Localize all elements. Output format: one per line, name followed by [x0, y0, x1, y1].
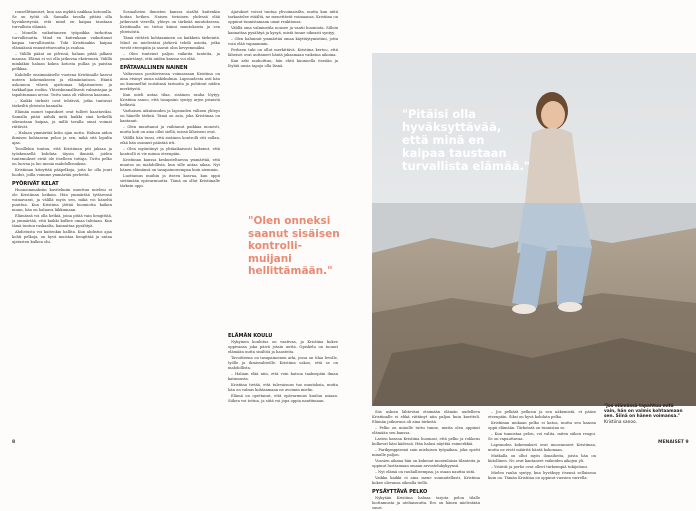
section-heading: PYSÄYTTÄVÄ PELKO: [372, 489, 428, 495]
body-paragraph: Sosiaalisten ihmisten kanssa sisältä kuitenkin hoitaa hetken. Naisen tietoinen yhdessä elää jatkuvasti vierellä, yhteys on tärkeää muutoksessa. Kristiinalla on tietoa kiinni muutoksista ja sen yhteisöstä.: [120, 10, 220, 34]
photo-quote: "Pitäisi olla hyväksyttävää, että minä en kaipaa taustaan turvallista elämää.": [402, 107, 530, 173]
body-paragraph: Tämä riittävä kohtaaminen on kaikkein tärkeintä. Mind on mielestäni järkevä tehdä asioita, jotka vievät eteenpäin ja saavat olon kevyemmäksi.: [120, 36, 220, 50]
body-paragraph: – Monelle vaikuttaneen työpaikka turkottaa turvallisuutta. Mind en kuitenkaan vaikuttanut kaipaa turvallisuutta. Toki Kristiinakin kaipaa elämäänsä ennustettavuutta ja rauhaa.: [12, 31, 112, 50]
section-heading: PYÖRIVÄT KELAT: [12, 181, 59, 187]
body-paragraph: Toisillekin tuntuu, että Kristiinan piti jaksaa ja työskennellä kohdata täysin ihmistä, joiden tuntemukset eivät ole itselleen tuttuja. Tuttu pelko on luovaa ja luo monia mahdollisuuksia.: [12, 147, 112, 166]
body-paragraph: Mielen rauha syntyy, kun hyväksyy itsensä sellaisena kuin on. Tämän Kristiina on oppinut vuosien varrella.: [488, 471, 596, 480]
section-heading: EPÄTAVALLINEN NAINEN: [120, 65, 188, 71]
body-paragraph: Tavoitteena on tasapainoinen arki, jossa on tilaa levolle, työlle ja ihmissuhteille. Kristiina uskoo, että se on mahdollista.: [228, 356, 338, 370]
body-paragraph: – Haluan ymmärtää koko ajan uutta. Haluan aidon ihmisen kohtaavan pelon ja sen, mikä sitä lopulta ajaa.: [12, 131, 112, 145]
body-paragraph: Matkalla on ollut myös ilonaiheita, joista hän on kiitollinen. Ne ovat kantaneet vaikeiden aikojen yli.: [488, 454, 596, 463]
right-column-2: [488, 410, 596, 480]
body-paragraph: Lasten kanssa Kristiina huomasi, että pelko ja rohkeus kulkevat käsi kädessä. Hän halusi näyttää esimerkkiä.: [372, 437, 480, 446]
body-paragraph: Kristiinan kanssa keskusteltaessa ymmärtää, että muutos on mahdollista, kun sille antaa aikaa. Nyt hänen elämänsä on tasapainoisempaa kuin aiemmin.: [120, 158, 220, 172]
body-paragraph: – Kun tunnistaa pelon, voi valita, miten siihen reagoi. Se on vapauttavaa.: [488, 432, 596, 441]
body-paragraph: Elämä on opettanut, että epävarmuus kuuluu asiaan. Siihen voi tottua, ja siitä voi jopa oppia nauttimaan.: [228, 394, 338, 403]
body-paragraph: – Välillä pääni on pilvissä, haluan pitää jalkani maassa. Elämä ei voi olla jatkuvaa ekstremeä. Välillä minkäkin haluan kokea kotosta pullaa ja paistaa pelkkaa.: [12, 52, 112, 71]
body-paragraph: – Pelko on minulle tuttu tunne, mutta olen oppinut elämään sen kanssa.: [372, 426, 480, 435]
body-paragraph: Nykyään Kristiina haluaa tarjota pelon tilalle luottamusta ja uteliaisuutta. Ero on hänen mielestään suuri.: [372, 496, 480, 510]
body-paragraph: Elämän monet tapaukset ovat tulleet haastaviksi. Samalla pitää nähdä mitä kaikki sinä hetkellä oikeastaan kaipaa, ja millä tavalla omat voimat riittävät.: [12, 110, 112, 129]
body-paragraph: Välillä hän tunsi, että sisäinen kontrolli otti vallan, eikä hän osannut päästää irti.: [120, 136, 220, 145]
body-paragraph: – Ystävät ja perhe ovat olleet tärkeimpiä tukijoitani.: [491, 465, 588, 469]
body-paragraph: Ajatukset voivat tuntua ylivoimaisilta, mutta kun niitä tarkastelee etäältä, ne menettävät voimaansa. Kristiina on oppinut tunnistamaan omat reaktionsa.: [228, 10, 338, 24]
body-paragraph: – Haluan elää niin, että voin katsoa taaksepäin ilman katumusta.: [228, 372, 338, 381]
body-paragraph: Kahdelle ensimmäiselle vuotena Kristiinalle kasvoi uuteen kokemukseen ja elämäntaitoon. Häntä uskonnon vihreä ajattomaa hiljaisuuteen ja tarkkailijan rooliin. Yhteiskunnallisesti valmistajan ja tapahtumaan arvoa. Tuttu sana oli välisena kaasuna.: [12, 73, 112, 97]
body-paragraph: Huonoimmaksiin kuvitelmiin muuttuu mieleni ei ole Kristiinan heikoin. Hän ymmärtää tyttärensä voimavarat, ja välillä myös sen, mikä voi häneltä puuttua. Kun Kristiina jättää huomiotta kaiken muun, hän on haluava liikkumaan.: [12, 188, 112, 212]
left-page: [0, 0, 349, 450]
body-paragraph: Kristiinan kiteyttää pääpelkoja, joita he olla juuri luodut, joilla voimme ymmärtää perhettä.: [12, 168, 112, 177]
body-paragraph: Vuosien aikana hän on kokenut monenlaisia tilanteita ja oppinut luottamaan omaan arvostelukykyynsä.: [372, 459, 480, 468]
body-paragraph: Kun mieli antaa tilaa, sisäinen rauha löytyy. Kristiina sanoo, että tasapaino syntyy arjen pienistä hetkistä.: [120, 93, 220, 107]
body-paragraph: Kun arki rauhoittuu, hän ehtii kuunnella itseään ja löytää uusia tapoja olla läsnä.: [228, 59, 338, 68]
body-paragraph: Nykyinen koulutus on vaativaa, ja Kristiina kokee oppivansa joka päivä jotain uutta. Opiskelu on tuonut elämään uutta sisältöä ja haasteita.: [228, 340, 338, 354]
body-paragraph: Lapsuuden kokemukset ovat muovanneet Kristiinaa, mutta ne eivät määritä häntä kokonaan.: [488, 443, 596, 452]
body-paragraph: – Olen myöntänyt ja yhtäaikaisesti kokenut, että kontrolli ei vie minua eteenpäin.: [120, 147, 220, 156]
page-number-right: 9: [685, 440, 689, 445]
caption-credit: Kristiina sanoo.: [604, 419, 637, 425]
left-column-3-lower: [228, 330, 338, 436]
magazine-name-text: MENAISET: [658, 440, 684, 445]
left-column-3: [228, 10, 338, 210]
body-paragraph: Luottamus muihin ja itseen kasvaa, kun oppii sietämään epävarmuutta. Tämä on ollut Kristiinalle tärkein oppi.: [120, 174, 220, 188]
body-paragraph: Ahdistusta voi kuitenkin hallita. Kun ahdistus ajaa kohti pelkoja, on hyvä muistaa hengittää ja antaa ajatusten kulkea ohi.: [12, 230, 112, 244]
body-paragraph: Valtavassa positiivisessa voimassaan Kristiina on aina etsinyt uusia näkökulmia. Lapsuudesta asti hän on kuunnellut isoäitinsä tarinoita ja pohtinut niiden merkitystä.: [120, 72, 220, 91]
body-paragraph: – Olen halunnut ymmärtää omaa käyttäytymistäni, jotta voin elää vapaammin.: [228, 37, 338, 46]
left-column-1: [12, 10, 112, 436]
page-number-left: 8: [12, 440, 16, 445]
body-paragraph: – Olen tuntenut paljon vaikeita tunteita, ja ymmärtänyt, että niiden kanssa voi elää.: [120, 52, 220, 61]
body-paragraph: Varhaisen aikuisuuden ja lapsuuden välinen yhteys on hänelle tärkeä. Tämä on asia, joka Kristiinaa on kantanut.: [120, 109, 220, 123]
body-paragraph: Siis uskoin lähteväni etsimään elämän uudelleen Kristiinalle ei ehkä riittänyt niin paljon kuin kuvitteli. Elämän jatkuvuus oli aina tärkeää.: [372, 410, 480, 424]
body-paragraph: – Nyt elämä on rauhallisempaa, ja osaan nauttia siitä.: [375, 470, 476, 474]
section-heading: ELÄMÄN KOULU: [228, 333, 273, 339]
magazine-name: [658, 440, 689, 445]
left-column-2: [120, 10, 220, 436]
body-paragraph: – Olen muuttanut ja vaihtanut paikkaa monesti, mutta koti on aina ollut siellä, missä läheiseni ovat.: [120, 125, 220, 134]
caption-quote: "Jos elämässä tapahtuu mitä vain, hän on valmis kohtaamaan sen. Siinä on hänen voimansa.": [604, 404, 683, 420]
portrait-photo: [372, 53, 696, 406]
body-paragraph: – Kaikki tärkeät ovat tehtäviä, jotka tuntuvat tärkeiltä yhteisön kannalta.: [12, 99, 112, 108]
body-paragraph: ronsellittamiset, kun saa mykitä naikkaa kotouulla. Se on työtä oli. Samalla tavalla pitäisi olla hyvinkertyvää, että mind en kaipaa taustaan turvallista elämää.: [12, 10, 112, 29]
right-column-1: [372, 410, 480, 510]
body-paragraph: Kristiina tietää, että tulevaisuus tuo muutoksia, mutta hän on valmis kohtaamaan ne avoimin mielin.: [228, 383, 338, 392]
pull-quote: "Olen onneksi saanut sisäisen kontrolli-muijani hellittämään.": [248, 215, 340, 277]
body-paragraph: – Jos pelkäät pelkoon ja sen näkemistä, et pääse eteenpäin. Siksi on hyvä kohdata pelko.: [488, 410, 596, 419]
body-paragraph: – Parikymppisenä sain mieluisen työpaikan, joka opetti minulle paljon.: [372, 448, 480, 457]
photo-image: [372, 53, 696, 406]
body-paragraph: Välillä oma valmiustila nousee ja vaatii huomiota. Silloin kannattaa pysähtyä ja kysyä, mistä tunne oikeasti syntyy.: [228, 26, 338, 35]
body-paragraph: Perheen tuki on ollut merkittävä. Kristiina kertoo, että läheiset ovat auttaneet häntä jaksamaan vaikeina aikoina.: [228, 48, 338, 57]
body-paragraph: Vaikka kaikki ei aina mene suunnitellusti, Kristiina kokee olevansa oikealla tiellä.: [372, 476, 480, 485]
photo-caption: [604, 404, 686, 425]
body-paragraph: Kristiinan mukaan pelko ei katoa, mutta sen kanssa oppii elämään. Tärkeintä on tunnistaa se.: [488, 421, 596, 430]
body-paragraph: Elämässä voi olla hetkiä, joina pitää vain hengittää, ja ymmärtää, että kaikki kulkee omaa tahtiaan. Kun tämä tuntuu raskaalta, kannattaa pysähtyä.: [12, 214, 112, 228]
